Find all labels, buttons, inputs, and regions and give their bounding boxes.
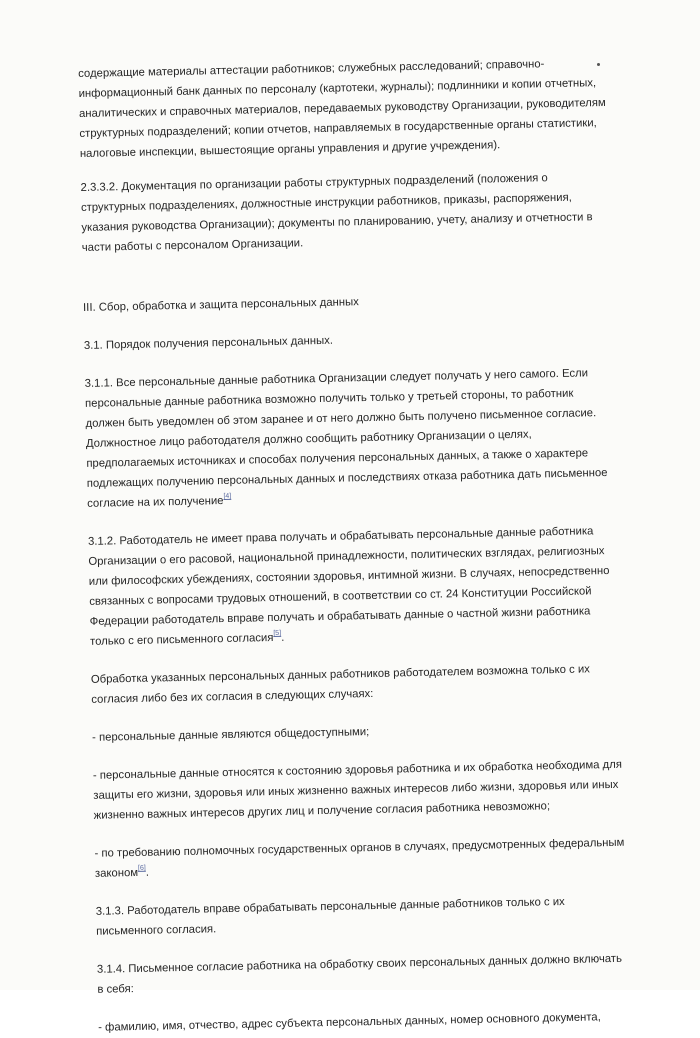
paragraph-continuation: содержащие материалы аттестации работников; служебных расследований; справочно- информационный банк данных по персоналу (картотеки, журналы); подлинники и копии отчетных, аналитических и справочных материалов, передаваемых руководству Организации, руководителям структурных подразделений; копии отчетов, направляемых в государственные органы статистики, налоговые инспекции, вышестоящие органы управления и другие учреждения). bbox=[78, 58, 606, 160]
paragraph-3-1-3: 3.1.3. Работодатель вправе обрабатывать персональные данные работников только с их письменного согласия. bbox=[95, 895, 565, 938]
section-heading-iii: III. Сбор, обработка и защита персональных данных bbox=[82, 296, 359, 314]
paragraph-3-1-2-tail: . bbox=[281, 631, 285, 644]
paragraph-processing-cases: Обработка указанных персональных данных работников работодателем возможна только с их согласия либо без их согласия в следующих случаях: bbox=[90, 663, 590, 706]
subsection-heading-3-1: 3.1. Порядок получения персональных данных. bbox=[83, 334, 334, 352]
paragraph-3-1-2 bbox=[88, 520, 650, 652]
document-body bbox=[78, 52, 658, 1038]
footnote-ref-4[interactable]: [4] bbox=[223, 492, 232, 501]
paragraph-3-1-4: 3.1.4. Письменное согласие работника на обработку своих персональных данных должно включать в себя: bbox=[96, 952, 623, 996]
paragraph-2-3-3-2: 2.3.3.2. Документация по организации работы структурных подразделений (положения о структурных подразделениях, должностные инструкции работников, приказы, распоряжения, указания руководства Организации); документы по планированию, учету, анализу и отчетности в части работы с персоналом Организации. bbox=[80, 172, 593, 254]
list-item-health-data: - персональные данные относятся к состоянию здоровья работника и их обработка необходима для защиты его жизни, здоровья или иных жизненно важных интересов либо жизни, здоровья или иных жизненно важных интересов других лиц и получение согласия работника невозможно; bbox=[92, 758, 622, 822]
paragraph-3-1-1 bbox=[84, 362, 647, 514]
list-item-state-request-text: - по требованию полномочных государственных органов в случаях, предусмотренных федеральным законом bbox=[94, 836, 625, 880]
paragraph-3-1-2-text: 3.1.2. Работодатель не имеет права получать и обрабатывать персональные данные работника Организации о его расовой, национальной принадлежности, политических взглядах, религиозных или философских убеждениях, состоянии здоровья, интимной жизни. В случаях, непосредственно связанных с вопросами трудовых отношений, в соответствии со ст. 24 Конституции Российской Федерации работодатель вправе получать и обрабатывать данные о частной жизни работника только с его письменного согласия bbox=[87, 525, 610, 648]
list-item-consent-contents: - фамилию, имя, отчество, адрес субъекта персональных данных, номер основного документа, bbox=[98, 1011, 601, 1034]
list-item-public-data: - персональные данные являются общедоступными; bbox=[91, 726, 370, 744]
footnote-ref-6[interactable]: [6] bbox=[137, 864, 146, 872]
list-item-state-request-tail: . bbox=[145, 866, 150, 879]
paragraph-3-1-1-text: 3.1.1. Все персональные данные работника Организации следует получать у него самого. Если персональные данные работника возможно получить только у третьей стороны, то работник должен быть уведомлен об этом заранее и от него должно быть получено письменное согласие. Должностное лицо работодателя должно сообщить работнику Организации о целях, предполагаемых источниках и способах получения персональных данных, а также о характере подлежащих получению персональных данных и последствиях отказа работника дать письменное согласие на их получение bbox=[84, 367, 608, 510]
footnote-ref-5[interactable]: [5] bbox=[273, 629, 282, 638]
